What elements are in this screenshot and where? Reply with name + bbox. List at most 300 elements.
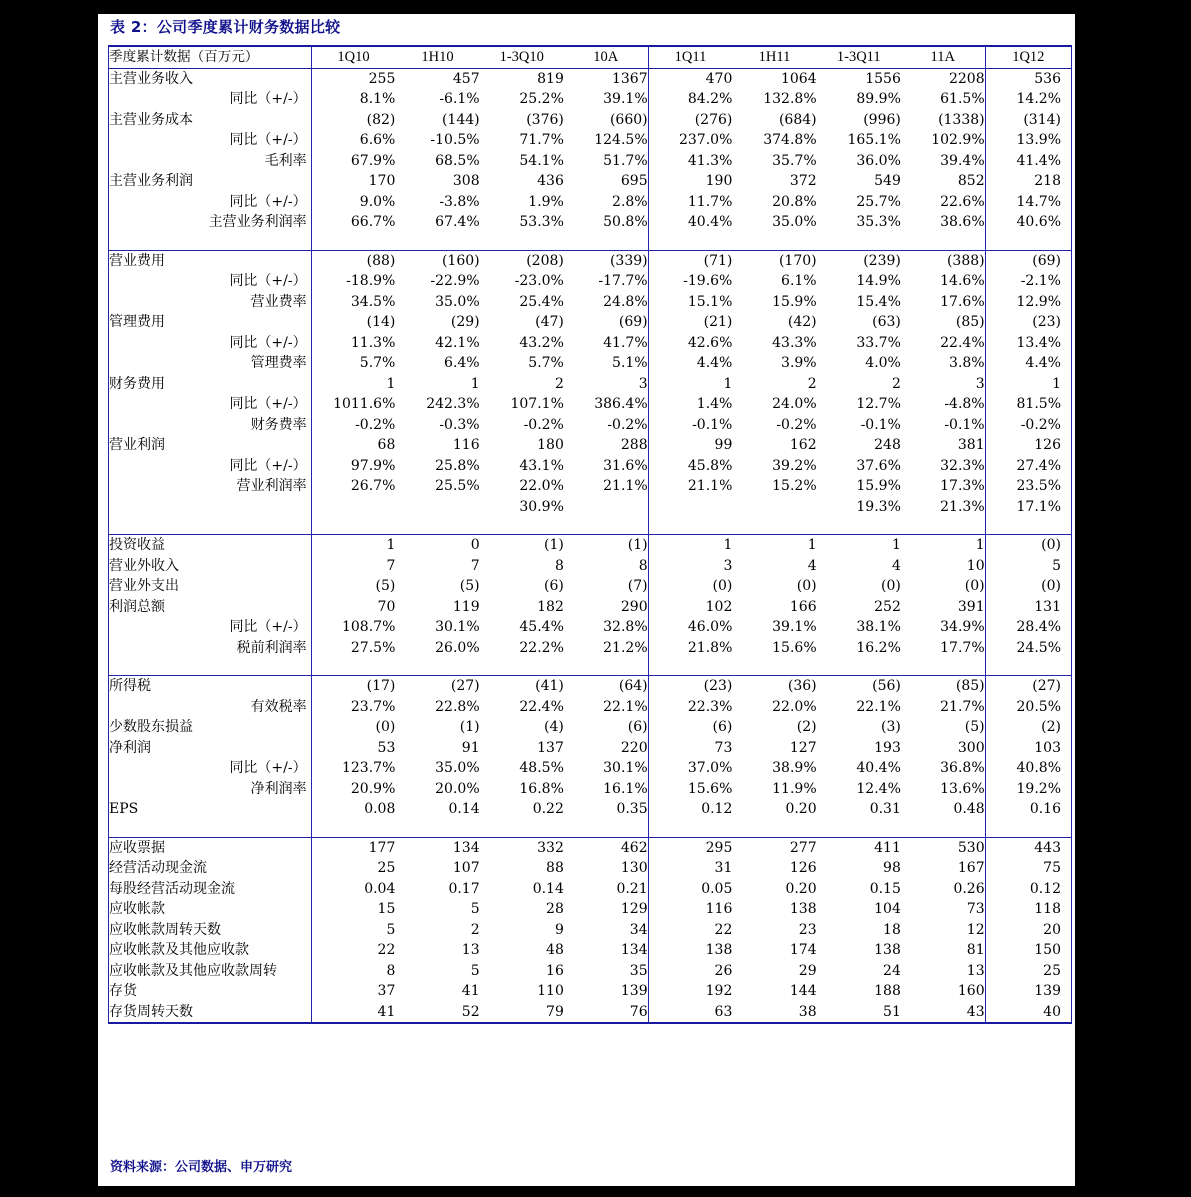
table-cell: 73: [966, 901, 985, 917]
table-cell: [648, 497, 732, 518]
table-cell: 4.4%: [648, 353, 732, 374]
row-label: EPS: [109, 799, 312, 820]
table-row: [109, 1002, 1072, 1024]
table-cell: -0.2%: [523, 416, 564, 433]
table-cell: 28: [546, 901, 564, 917]
table-cell: 22.0%: [772, 698, 817, 715]
table-cell: (0): [881, 578, 901, 594]
row-label: 营业利润: [109, 435, 312, 456]
block-separator-cell: [732, 233, 816, 251]
table-cell: 3.9%: [781, 355, 817, 371]
table-cell: (69): [618, 314, 648, 330]
block-separator-cell: [395, 517, 479, 535]
table-cell: 0.31: [869, 801, 901, 817]
table-row: [109, 556, 1072, 577]
table-row: [109, 597, 1072, 618]
table-row: [109, 676, 1072, 697]
table-cell: 5: [311, 920, 395, 941]
table-cell: 12.4%: [856, 780, 901, 797]
block-separator-label: [109, 820, 312, 838]
block-separator-cell: [564, 658, 648, 676]
table-cell: (23): [648, 676, 732, 697]
table-cell: 242.3%: [426, 396, 480, 412]
table-cell: (2): [796, 719, 817, 735]
table-cell: 45.4%: [519, 619, 564, 635]
table-cell: 536: [985, 68, 1071, 89]
table-cell: (21): [648, 312, 732, 333]
table-cell: (1): [459, 719, 480, 735]
table-cell: 193: [874, 739, 901, 756]
table-cell: 12.9%: [985, 292, 1071, 313]
table-cell: 13: [461, 942, 480, 958]
table-cell: 40.6%: [985, 212, 1071, 233]
table-cell: (0): [648, 576, 732, 597]
table-cell: 17.6%: [940, 293, 985, 310]
table-cell: 39.1%: [603, 91, 648, 107]
block-separator-cell: [732, 517, 816, 535]
row-label: 营业费用: [109, 250, 312, 271]
table-cell: 43: [901, 1002, 985, 1024]
row-label: 有效税率: [109, 697, 312, 718]
table-cell: 1: [648, 374, 732, 395]
table-cell: 16.8%: [519, 780, 564, 797]
table-cell: (2): [985, 717, 1071, 738]
table-cell: 17.3%: [940, 478, 985, 494]
table-row: [109, 837, 1072, 858]
table-cell: 24.8%: [603, 293, 648, 310]
block-separator-cell: [311, 233, 395, 251]
table-cell: 88: [546, 860, 564, 876]
table-cell: 25.7%: [856, 193, 901, 210]
table-cell: 2: [554, 375, 564, 392]
table-cell: 24.5%: [985, 638, 1071, 659]
table-cell: 26.0%: [435, 639, 480, 656]
table-cell: 30.1%: [435, 619, 480, 635]
table-cell: 66.7%: [311, 212, 395, 233]
table-cell: -0.1%: [860, 416, 901, 433]
table-cell: -0.2%: [607, 416, 648, 433]
table-cell: 34.9%: [940, 619, 985, 635]
table-header: [109, 46, 1072, 68]
scan-margin-top: [0, 0, 1191, 14]
table-cell: (27): [450, 678, 480, 694]
table-cell: 35.0%: [772, 214, 817, 230]
table-cell: 11.3%: [311, 333, 395, 354]
source-note: 资料来源：公司数据、申万研究: [110, 1160, 293, 1175]
table-cell: 5: [985, 556, 1071, 577]
table-cell: 40: [985, 1002, 1071, 1024]
table-cell: 819: [537, 70, 564, 87]
table-row: [109, 940, 1072, 961]
table-cell: 8: [311, 961, 395, 982]
table-cell: (160): [441, 252, 480, 269]
block-separator-cell: [395, 658, 479, 676]
column-header-1q11: 1Q11: [648, 46, 732, 68]
table-row: [109, 435, 1072, 456]
table-cell: 21.8%: [648, 638, 732, 659]
table-cell: 15.4%: [856, 293, 901, 310]
table-cell: 41: [311, 1002, 395, 1024]
table-cell: 68: [311, 435, 395, 456]
table-row: [109, 110, 1072, 131]
table-cell: 332: [537, 839, 564, 856]
block-separator-cell: [648, 658, 732, 676]
table-cell: 7: [311, 556, 395, 577]
table-row: [109, 333, 1072, 354]
table-cell: 16.2%: [856, 639, 901, 656]
table-row: [109, 858, 1072, 879]
table-cell: 29: [798, 962, 817, 979]
table-cell: 73: [648, 738, 732, 759]
table-cell: 0.17: [448, 880, 480, 897]
table-title: 表 2：公司季度累计财务数据比较: [110, 18, 341, 36]
table-cell: 15.2%: [772, 478, 817, 494]
table-cell: 470: [648, 68, 732, 89]
table-cell: 38.1%: [856, 619, 901, 635]
table-body: [109, 68, 1072, 1023]
table-cell: 14.6%: [940, 273, 985, 289]
table-cell: (0): [796, 578, 817, 594]
table-cell: 75: [985, 858, 1071, 879]
table-cell: 130: [620, 860, 648, 876]
table-cell: 170: [311, 171, 395, 192]
table-cell: 0.21: [616, 880, 648, 897]
row-label: 存货: [109, 981, 312, 1002]
row-label: 同比（+/-）: [109, 271, 312, 292]
table-cell: 150: [985, 940, 1071, 961]
row-label: [109, 497, 312, 518]
table-cell: 192: [648, 981, 732, 1002]
table-cell: (0): [964, 578, 985, 594]
row-label: 利润总额: [109, 597, 312, 618]
table-row: [109, 212, 1072, 233]
row-label: 应收票据: [109, 837, 312, 858]
table-cell: 19.2%: [985, 779, 1071, 800]
table-row: [109, 576, 1072, 597]
table-cell: 41.4%: [985, 151, 1071, 172]
table-row: [109, 697, 1072, 718]
table-cell: 48.5%: [519, 760, 564, 776]
table-cell: 35.7%: [772, 152, 817, 169]
table-cell: 0.08: [311, 799, 395, 820]
block-separator-cell: [480, 233, 564, 251]
block-separator-cell: [311, 658, 395, 676]
table-row: [109, 374, 1072, 395]
table-cell: 25.4%: [519, 293, 564, 310]
table-cell: 67.4%: [435, 214, 480, 230]
table-cell: (27): [985, 676, 1071, 697]
table-cell: 118: [985, 899, 1071, 920]
table-cell: 144: [789, 983, 817, 999]
table-cell: (5): [311, 576, 395, 597]
table-cell: 2: [470, 921, 480, 938]
table-cell: 42.1%: [435, 334, 480, 351]
table-cell: 11.7%: [648, 192, 732, 213]
table-cell: 411: [874, 839, 901, 856]
table-cell: -0.2%: [985, 415, 1071, 436]
block-separator-cell: [817, 233, 901, 251]
column-header-1q12: 1Q12: [985, 46, 1071, 68]
block-separator-cell: [564, 820, 648, 838]
table-cell: (339): [609, 252, 648, 269]
table-cell: 0.48: [953, 801, 985, 817]
row-label: 同比（+/-）: [109, 333, 312, 354]
table-cell: 54.1%: [519, 152, 564, 169]
table-cell: 13: [966, 962, 985, 979]
row-label: 投资收益: [109, 535, 312, 556]
table-cell: 103: [985, 738, 1071, 759]
table-cell: 107.1%: [510, 396, 564, 412]
block-separator-label: [109, 658, 312, 676]
table-cell: 220: [620, 739, 648, 756]
table-cell: (85): [955, 314, 985, 330]
table-cell: 127: [789, 739, 817, 756]
table-cell: 20.0%: [435, 780, 480, 797]
table-cell: 81: [966, 942, 985, 958]
table-cell: 43.1%: [519, 457, 564, 474]
table-cell: 457: [452, 70, 480, 87]
table-cell: 131: [985, 597, 1071, 618]
table-cell: 1: [311, 535, 395, 556]
table-cell: 20.9%: [311, 779, 395, 800]
table-cell: 138: [648, 940, 732, 961]
row-label: 同比（+/-）: [109, 89, 312, 110]
table-cell: 852: [957, 173, 985, 189]
table-cell: 10: [966, 557, 985, 574]
table-row: [109, 271, 1072, 292]
block-separator-label: [109, 517, 312, 535]
row-label: 净利润: [109, 738, 312, 759]
table-cell: 42.6%: [648, 333, 732, 354]
table-cell: (14): [311, 312, 395, 333]
table-cell: 2: [807, 375, 817, 392]
table-cell: 102: [648, 597, 732, 618]
table-cell: -18.9%: [311, 271, 395, 292]
table-cell: 38: [732, 1002, 816, 1024]
table-cell: 139: [985, 981, 1071, 1002]
table-cell: 48: [546, 942, 564, 958]
table-cell: 1: [975, 537, 985, 553]
table-cell: (684): [778, 111, 817, 128]
table-cell: 0.16: [985, 799, 1071, 820]
table-cell: (1): [544, 537, 564, 553]
block-separator: [109, 233, 1072, 251]
table-cell: 53: [311, 738, 395, 759]
table-cell: 20.5%: [985, 697, 1071, 718]
table-cell: 182: [537, 598, 564, 615]
table-cell: 37.6%: [856, 457, 901, 474]
row-label: 少数股东损益: [109, 717, 312, 738]
table-cell: 12: [966, 921, 985, 938]
table-cell: 15.6%: [648, 779, 732, 800]
row-label: 同比（+/-）: [109, 758, 312, 779]
table-cell: [732, 497, 816, 518]
block-separator-cell: [817, 658, 901, 676]
table-cell: 1: [807, 537, 817, 553]
table-cell: 13.6%: [940, 780, 985, 797]
table-row: [109, 250, 1072, 271]
table-cell: 22.4%: [940, 334, 985, 351]
table-row: [109, 497, 1072, 518]
table-cell: 1556: [865, 70, 901, 87]
table-cell: 0.05: [648, 879, 732, 900]
table-cell: 277: [789, 839, 817, 856]
table-cell: (56): [872, 678, 901, 694]
table-cell: 26.7%: [311, 476, 395, 497]
table-cell: (47): [535, 314, 564, 330]
table-cell: 30.9%: [519, 498, 564, 515]
block-separator-cell: [732, 820, 816, 838]
table-cell: 3: [975, 375, 985, 392]
table-cell: 119: [452, 598, 480, 615]
row-label: 税前利润率: [109, 638, 312, 659]
table-cell: 0.20: [785, 801, 817, 817]
table-cell: 8: [554, 557, 564, 574]
table-cell: 63: [648, 1002, 732, 1024]
row-label: 主营业务成本: [109, 110, 312, 131]
table-row: [109, 638, 1072, 659]
table-cell: 0.12: [648, 799, 732, 820]
table-cell: 462: [620, 839, 648, 856]
table-cell: 7: [470, 557, 480, 574]
table-cell: 137: [537, 739, 564, 756]
table-cell: 35.0%: [435, 760, 480, 776]
table-cell: (314): [985, 110, 1071, 131]
table-row: [109, 799, 1072, 820]
table-cell: 0.20: [785, 880, 817, 897]
table-cell: 0.12: [985, 879, 1071, 900]
table-cell: 22.1%: [856, 698, 901, 715]
table-cell: (6): [627, 719, 648, 735]
table-cell: 530: [957, 839, 985, 856]
table-cell: 4.0%: [865, 355, 901, 371]
table-cell: (5): [964, 719, 985, 735]
table-cell: 123.7%: [311, 758, 395, 779]
block-separator-cell: [648, 517, 732, 535]
table-cell: 98: [883, 860, 901, 876]
block-separator-cell: [817, 820, 901, 838]
table-cell: 22.0%: [519, 478, 564, 494]
table-cell: -0.3%: [439, 416, 480, 433]
block-separator-cell: [564, 517, 648, 535]
table-cell: 1367: [611, 70, 648, 87]
table-row: [109, 353, 1072, 374]
row-label: 主营业务收入: [109, 68, 312, 89]
table-cell: 35: [629, 962, 648, 979]
table-cell: 139: [620, 983, 648, 999]
table-cell: 8: [638, 557, 648, 574]
table-row: [109, 456, 1072, 477]
scan-margin-left: [0, 0, 98, 1197]
table-cell: 1.4%: [648, 394, 732, 415]
table-cell: 110: [537, 983, 564, 999]
table-cell: 14.9%: [856, 273, 901, 289]
row-label: 同比（+/-）: [109, 456, 312, 477]
block-separator-cell: [480, 658, 564, 676]
table-cell: 391: [957, 598, 985, 615]
table-cell: 177: [311, 837, 395, 858]
table-cell: -10.5%: [430, 132, 480, 148]
table-cell: 70: [311, 597, 395, 618]
row-label: 营业外支出: [109, 576, 312, 597]
table-cell: (3): [881, 719, 901, 735]
table-cell: 32.8%: [603, 619, 648, 635]
table-cell: 2208: [948, 70, 985, 87]
table-cell: (0): [985, 576, 1071, 597]
table-cell: -3.8%: [439, 193, 480, 210]
table-cell: 300: [957, 739, 985, 756]
table-row: [109, 758, 1072, 779]
table-cell: 34.5%: [311, 292, 395, 313]
table-cell: 21.1%: [603, 478, 648, 494]
table-cell: 22.2%: [519, 639, 564, 656]
table-cell: 549: [874, 173, 901, 189]
table-cell: 22.4%: [519, 698, 564, 715]
table-row: [109, 961, 1072, 982]
table-cell: 2.8%: [612, 193, 648, 210]
table-cell: 4: [891, 557, 901, 574]
table-cell: (0): [311, 717, 395, 738]
table-cell: 20: [985, 920, 1071, 941]
table-cell: 174: [789, 942, 817, 958]
table-cell: 52: [395, 1002, 479, 1024]
table-cell: -17.7%: [598, 273, 648, 289]
table-cell: 45.8%: [648, 456, 732, 477]
table-cell: (17): [311, 676, 395, 697]
header-row: [109, 46, 1072, 68]
table-cell: 160: [957, 983, 985, 999]
table-cell: -19.6%: [648, 271, 732, 292]
column-header-1-3q10: 1-3Q10: [480, 46, 564, 68]
table-cell: 25.5%: [435, 478, 480, 494]
table-cell: (23): [985, 312, 1071, 333]
table-cell: 166: [789, 598, 817, 615]
table-cell: 6.1%: [781, 273, 817, 289]
table-cell: 41.3%: [648, 151, 732, 172]
table-cell: 36.0%: [856, 152, 901, 169]
table-cell: 38.9%: [772, 760, 817, 776]
table-cell: 5.1%: [612, 355, 648, 371]
row-label: 主营业务利润率: [109, 212, 312, 233]
column-header-1-3q11: 1-3Q11: [817, 46, 901, 68]
table-cell: (388): [946, 252, 985, 269]
table-cell: 25: [311, 858, 395, 879]
block-separator-label: [109, 233, 312, 251]
table-cell: 0.04: [311, 879, 395, 900]
table-cell: 1064: [780, 70, 817, 87]
table-cell: 21.1%: [648, 476, 732, 497]
table-cell: 67.9%: [311, 151, 395, 172]
scan-margin-right: [1075, 0, 1191, 1197]
table-cell: 1: [470, 375, 480, 392]
table-cell: 138: [789, 901, 817, 917]
table-row: [109, 89, 1072, 110]
table-cell: (1338): [938, 111, 985, 128]
block-separator-cell: [564, 233, 648, 251]
table-cell: 0.14: [448, 801, 480, 817]
row-label: 应收帐款及其他应收款周转: [109, 961, 312, 982]
row-label: 同比（+/-）: [109, 394, 312, 415]
block-separator-cell: [901, 820, 985, 838]
table-cell: 15.1%: [648, 292, 732, 313]
table-cell: -2.1%: [985, 271, 1071, 292]
table-cell: 132.8%: [763, 91, 817, 107]
table-cell: 1: [311, 374, 395, 395]
table-cell: 31.6%: [603, 457, 648, 474]
table-cell: 104: [874, 901, 901, 917]
table-cell: 190: [648, 171, 732, 192]
table-cell: 21.3%: [940, 498, 985, 515]
